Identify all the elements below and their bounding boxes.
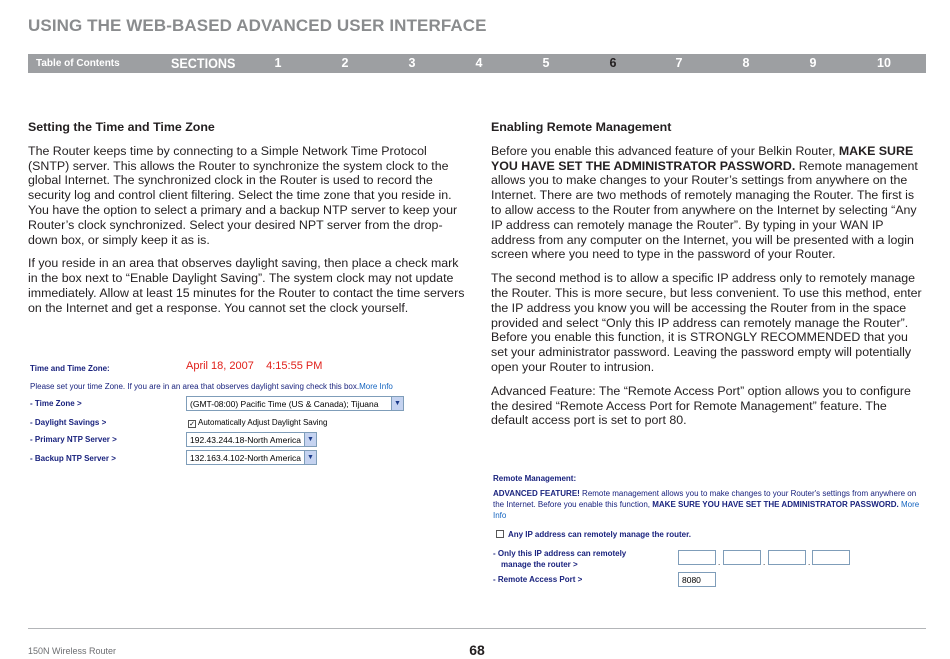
backup-ntp-label: - Backup NTP Server > (30, 454, 116, 463)
remote-paragraph-1: Before you enable this advanced feature of your Belkin Router, MAKE SURE YOU HAVE SET THE ADMINISTRATOR PASSWORD. Remote management allows you to make changes to your Router’s settings from anywhere on the Internet. There are two methods of remotely managing the Router. The first is to allow access to the Router from anywhere on the Internet by selecting “Any IP address can remotely manage the Router”. By typing in your WAN IP address from any computer on the Internet, you will be presented with a login screen where you need to type in the password of your Router. (491, 143, 918, 262)
any-ip-checkbox[interactable]: Any IP address can remotely manage the router. (496, 530, 691, 539)
page-header-title: USING THE WEB-BASED ADVANCED USER INTERFACE (28, 16, 487, 35)
time-zone-label: - Time Zone > (30, 399, 82, 408)
right-column (491, 120, 926, 437)
ip-dot: . (763, 558, 766, 567)
time-zone-panel (28, 360, 448, 470)
footer-divider (28, 628, 926, 629)
checkbox-icon[interactable] (496, 530, 504, 538)
remote-management-description: ADVANCED FEATURE! Remote management allows you to make changes to your Router's settings from anywhere on the Internet. Before you enable this function, MAKE SURE YOU HAVE SET THE ADMINISTRATOR PASSWORD. More Info (493, 489, 920, 520)
system-clock: April 18, 2007 4:15:55 PM (186, 360, 323, 372)
more-info-link[interactable]: More Info (493, 500, 920, 520)
ip-octet-4-input[interactable] (812, 550, 850, 565)
chevron-down-icon[interactable]: ▼ (304, 433, 316, 446)
section-link-5[interactable]: 5 (542, 56, 550, 70)
remote-paragraph-3: Advanced Feature: The “Remote Access Port” option allows you to configure the desired “Remote Access Port for Remote Management” feature. The default access port is set to port 80. (491, 383, 911, 428)
remote-management-panel (492, 473, 926, 593)
sections-label: SECTIONS (171, 55, 236, 71)
remote-paragraph-2: The second method is to allow a specific IP address only to remotely manage the Router. This is more secure, but less convenient. To use this method, enter the IP address you know you will be accessing the Router from in the space provided and select “Only this IP address can remotely manage the Router”. Before you enable this function, it is STRONGLY RECOMMENDED that you set your administrator password. Leaving the password empty will potentially open your Router to intrusion. (491, 271, 922, 374)
backup-ntp-select[interactable]: 132.163.4.102-North America ▼ (186, 450, 317, 465)
section-link-2[interactable]: 2 (341, 56, 349, 70)
ip-octet-2-input[interactable] (723, 550, 761, 565)
ip-dot: . (718, 558, 721, 567)
daylight-savings-label: - Daylight Savings > (30, 418, 107, 427)
section-link-6[interactable]: 6 (609, 56, 617, 70)
chevron-down-icon[interactable]: ▼ (391, 397, 403, 410)
ip-dot: . (808, 558, 811, 567)
more-info-link[interactable]: More Info (359, 382, 393, 391)
time-zone-select[interactable]: (GMT-08:00) Pacific Time (US & Canada); Tijuana ▼ (186, 396, 404, 411)
section-nav-bar (28, 54, 926, 73)
checkmark-icon[interactable]: ✓ (189, 421, 195, 428)
section-link-9[interactable]: 9 (809, 56, 817, 70)
footer-product-name: 150N Wireless Router (28, 646, 117, 656)
section-link-7[interactable]: 7 (675, 56, 683, 70)
remote-management-panel-title: Remote Management: (493, 474, 577, 483)
time-zone-paragraph-2: If you reside in an area that observes daylight saving, then place a check mark in the box next to “Enable Daylight Saving”. The system clock may not update immediately. Allow at least 15 minutes for the Router to contact the time servers on the Internet and get a response. You cannot set the clock yourself. (28, 256, 465, 315)
left-column (28, 120, 468, 325)
remote-access-port-input[interactable]: 8080 (678, 572, 716, 587)
table-of-contents-link[interactable]: Table of Contents (36, 58, 120, 69)
section-link-1[interactable]: 1 (274, 56, 282, 70)
daylight-saving-checkbox[interactable]: ✓ Automatically Adjust Daylight Saving (189, 418, 328, 428)
ip-octet-1-input[interactable] (678, 550, 716, 565)
section-link-3[interactable]: 3 (408, 56, 416, 70)
section-link-10[interactable]: 10 (877, 56, 891, 70)
section-link-4[interactable]: 4 (475, 56, 483, 70)
only-this-ip-label: - Only this IP address can remotely manage the router > (493, 549, 627, 569)
remote-management-heading: Enabling Remote Management (491, 120, 672, 134)
time-zone-panel-title: Time and Time Zone: (30, 364, 110, 373)
time-zone-paragraph-1: The Router keeps time by connecting to a Simple Network Time Protocol (SNTP) server. This allows the Router to synchronize the system clock to the global Internet. The synchronized clock in the Router is used to record the security log and control client filtering. Select the time zone that you reside in. You have the option to select a primary and a backup NTP server to keep your Router’s clock synchronized. Select your desired NPT server from the drop-down box, or simply keep it as is. (28, 143, 458, 247)
chevron-down-icon[interactable]: ▼ (304, 451, 316, 464)
password-warning: MAKE SURE YOU HAVE SET THE ADMINISTRATOR PASSWORD. (491, 143, 914, 173)
time-zone-heading: Setting the Time and Time Zone (28, 120, 215, 134)
page-number: 68 (469, 642, 485, 658)
primary-ntp-select[interactable]: 192.43.244.18-North America ▼ (186, 432, 317, 447)
remote-access-port-label: - Remote Access Port > (493, 575, 583, 584)
ip-octet-3-input[interactable] (768, 550, 806, 565)
primary-ntp-label: - Primary NTP Server > (30, 435, 117, 444)
time-zone-hint: Please set your time Zone. If you are in an area that observes daylight saving check this box.More Info (30, 382, 393, 391)
section-link-8[interactable]: 8 (742, 56, 750, 70)
